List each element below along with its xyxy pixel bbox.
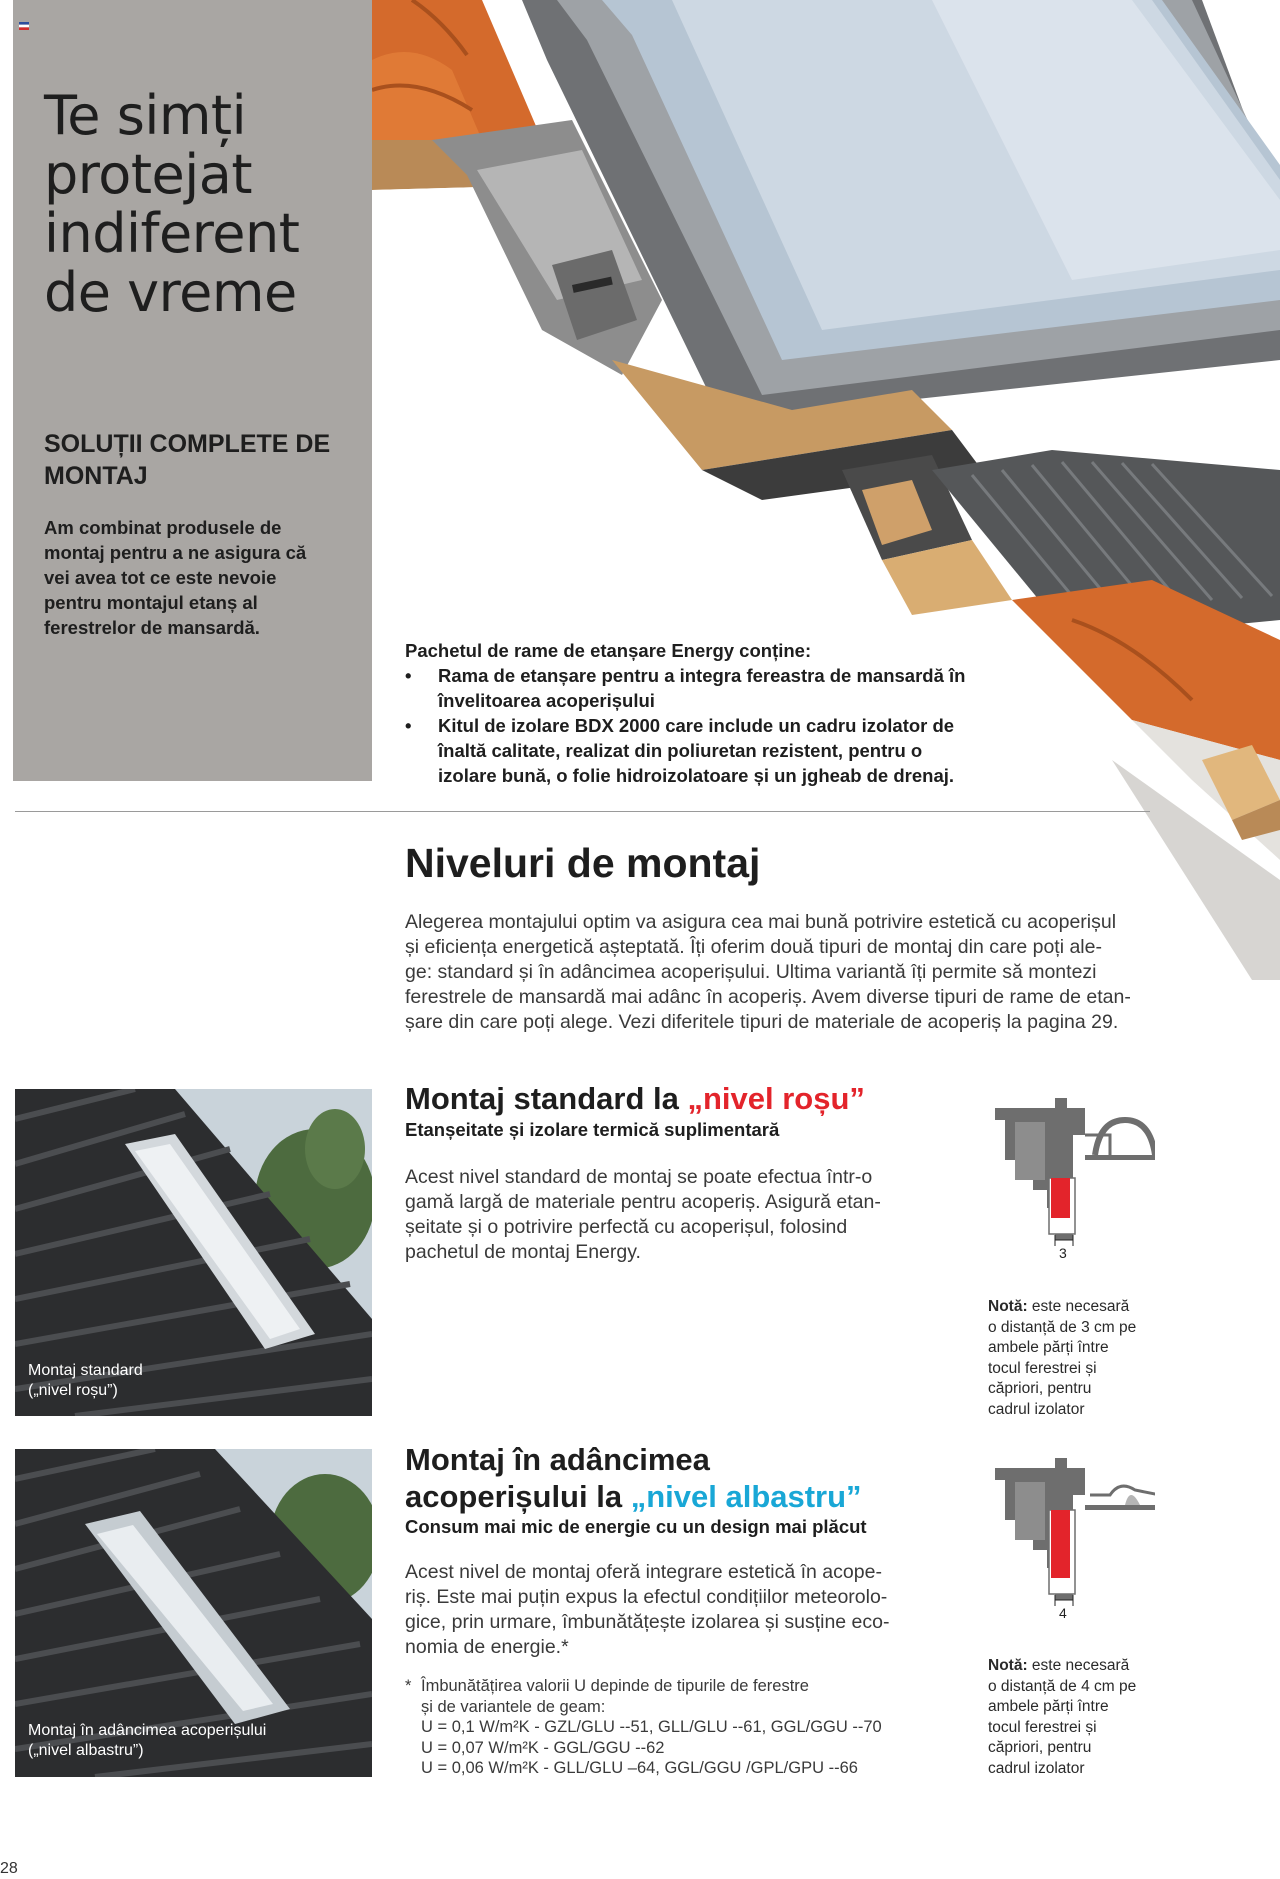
levels-title: Niveluri de montaj [405, 840, 761, 886]
photo-caption [28, 1361, 143, 1401]
note-line: cadrul izolator [988, 1400, 1085, 1418]
note-label: Notă: [988, 1657, 1028, 1674]
caption-line: Montaj standard [28, 1362, 143, 1379]
package-contents [405, 638, 1025, 788]
standard-text-line: pachetul de montaj Energy. [405, 1241, 641, 1263]
levels-text-line: ge: standard și în adâncimea acoperișului. Ultima variantă îți permite să montezi [405, 961, 1097, 983]
note-line: tocul ferestrei și [988, 1718, 1097, 1736]
caption-line: („nivel roșu”) [28, 1382, 118, 1399]
deep-title-line [405, 1478, 862, 1515]
list-item-line: izolare bună, o folie hidroizolatoare și un jgheab de drenaj. [438, 765, 955, 786]
note-label: Notă: [988, 1298, 1028, 1315]
note-line: ambele părți între [988, 1698, 1109, 1716]
deep-title-prefix: acoperișului la [405, 1479, 631, 1514]
levels-text-line: șare din care poți alege. Vezi diferitele tipuri de materiale de acoperiș la pagina 29. [405, 1011, 1119, 1033]
standard-text-line: șeitate și o potrivire perfectă cu acoperișul, folosind [405, 1216, 848, 1238]
standard-subtitle: Etanșeitate și izolare termică suplimentară [405, 1119, 780, 1140]
list-item-line: Rama de etanșare pentru a integra fereastra de mansardă în [438, 665, 966, 686]
bullet: • [405, 665, 412, 686]
deep-text [405, 1560, 945, 1660]
hero-title [44, 86, 364, 322]
package-list [405, 663, 1025, 788]
list-item [405, 713, 1025, 788]
note-line [988, 1656, 1163, 1677]
hero-title-line: Te simți [44, 84, 247, 147]
deep-text-line: nomia de energie.* [405, 1636, 569, 1658]
levels-text-line: și eficiența energetică așteptată. Îți oferim două tipuri de montaj din care poți ale- [405, 936, 1102, 958]
list-item-line: Kitul de izolare BDX 2000 care include un cadru izolator de [438, 715, 955, 736]
package-title: Pachetul de rame de etanșare Energy conține: [405, 640, 812, 661]
footnote-line: U = 0,1 W/m²K - GZL/GLU --51, GLL/GLU --61, GGL/GGU --70 [421, 1718, 882, 1736]
standard-section-diagram [985, 1090, 1155, 1260]
deep-text-line: Acest nivel de montaj oferă integrare estetică în acope- [405, 1561, 882, 1583]
standard-mount-photo [15, 1089, 372, 1416]
roof-window-illustration [372, 0, 1280, 980]
footnote-line [405, 1676, 925, 1697]
deep-text-line: gice, prin urmare, îmbunătățește izolarea și susține eco- [405, 1611, 890, 1633]
levels-text [405, 910, 1145, 1035]
hero-title-line: protejat [44, 143, 252, 206]
list-item-line: învelitoarea acoperișului [438, 690, 655, 711]
levels-text-line: ferestrele de mansardă mai adânc în acoperiș. Avem diverse tipuri de rame de etan- [405, 986, 1131, 1008]
note-line: o distanță de 3 cm pe [988, 1318, 1137, 1336]
footnote-line: U = 0,07 W/m²K - GGL/GGU --62 [421, 1738, 665, 1757]
page-number: 28 [0, 1860, 18, 1877]
caption-line: („nivel albastru”) [28, 1742, 144, 1759]
list-item [405, 663, 1025, 713]
deep-title-highlight: „nivel albastru” [630, 1479, 862, 1514]
footnote-star: * [405, 1677, 412, 1695]
standard-text [405, 1165, 945, 1265]
note-line: căpriori, pentru [988, 1739, 1092, 1757]
intro-text-line: pentru montajul etanș al [44, 592, 258, 613]
standard-text-line: gamă largă de materiale pentru acoperiș. Asigură etan- [405, 1191, 881, 1213]
intro-text-line: ferestrelor de mansardă. [44, 617, 260, 638]
standard-text-line: Acest nivel standard de montaj se poate efectua într-o [405, 1166, 873, 1188]
standard-title-highlight: „nivel roșu” [687, 1081, 865, 1116]
levels-text-line: Alegerea montajului optim va asigura cea mai bună potrivire estetică cu acoperișul [405, 911, 1117, 933]
flag-icon [19, 22, 29, 30]
note-line: ambele părți între [988, 1339, 1109, 1357]
deep-mount-photo [15, 1449, 372, 1777]
bullet: • [405, 715, 412, 736]
footnote [405, 1676, 925, 1779]
photo-caption [28, 1721, 266, 1761]
deep-section-diagram [985, 1450, 1155, 1620]
deep-note [988, 1656, 1163, 1780]
footnote-line: și de variantele de geam: [421, 1697, 606, 1716]
section-divider [15, 811, 1150, 812]
note-text: este necesară [1027, 1298, 1130, 1315]
diagram-label: 3 [1059, 1245, 1067, 1260]
footnote-line: U = 0,06 W/m²K - GLL/GLU –64, GGL/GGU /GPL/GPU --66 [421, 1759, 858, 1777]
standard-title [405, 1080, 865, 1117]
intro-text [44, 515, 324, 640]
standard-note [988, 1297, 1163, 1421]
intro-text-line: montaj pentru a ne asigura că [44, 542, 307, 563]
deep-title [405, 1441, 862, 1515]
standard-title-prefix: Montaj standard la [405, 1081, 688, 1116]
caption-line: Montaj în adâncimea acoperișului [28, 1722, 267, 1739]
deep-text-line: riș. Este mai puțin expus la efectul condițiilor meteorolo- [405, 1586, 888, 1608]
section-kicker [44, 428, 344, 492]
hero-title-line: indiferent [44, 202, 300, 265]
intro-text-line: Am combinat produsele de [44, 517, 282, 538]
note-line: cadrul izolator [988, 1759, 1085, 1777]
deep-title-line: Montaj în adâncimea [405, 1442, 710, 1477]
kicker-line: SOLUȚII COMPLETE DE [44, 430, 331, 458]
footnote-text: Îmbunătățirea valorii U depinde de tipurile de ferestre [421, 1677, 809, 1695]
note-line [988, 1297, 1163, 1318]
diagram-label: 4 [1059, 1605, 1067, 1620]
intro-text-line: vei avea tot ce este nevoie [44, 567, 277, 588]
list-item-line: înaltă calitate, realizat din poliuretan rezistent, pentru o [438, 740, 923, 761]
note-line: tocul ferestrei și [988, 1359, 1097, 1377]
kicker-line: MONTAJ [44, 462, 148, 490]
note-line: o distanță de 4 cm pe [988, 1677, 1137, 1695]
deep-subtitle: Consum mai mic de energie cu un design mai plăcut [405, 1516, 867, 1537]
note-text: este necesară [1027, 1657, 1130, 1674]
hero-title-line: de vreme [44, 261, 297, 324]
note-line: căpriori, pentru [988, 1380, 1092, 1398]
